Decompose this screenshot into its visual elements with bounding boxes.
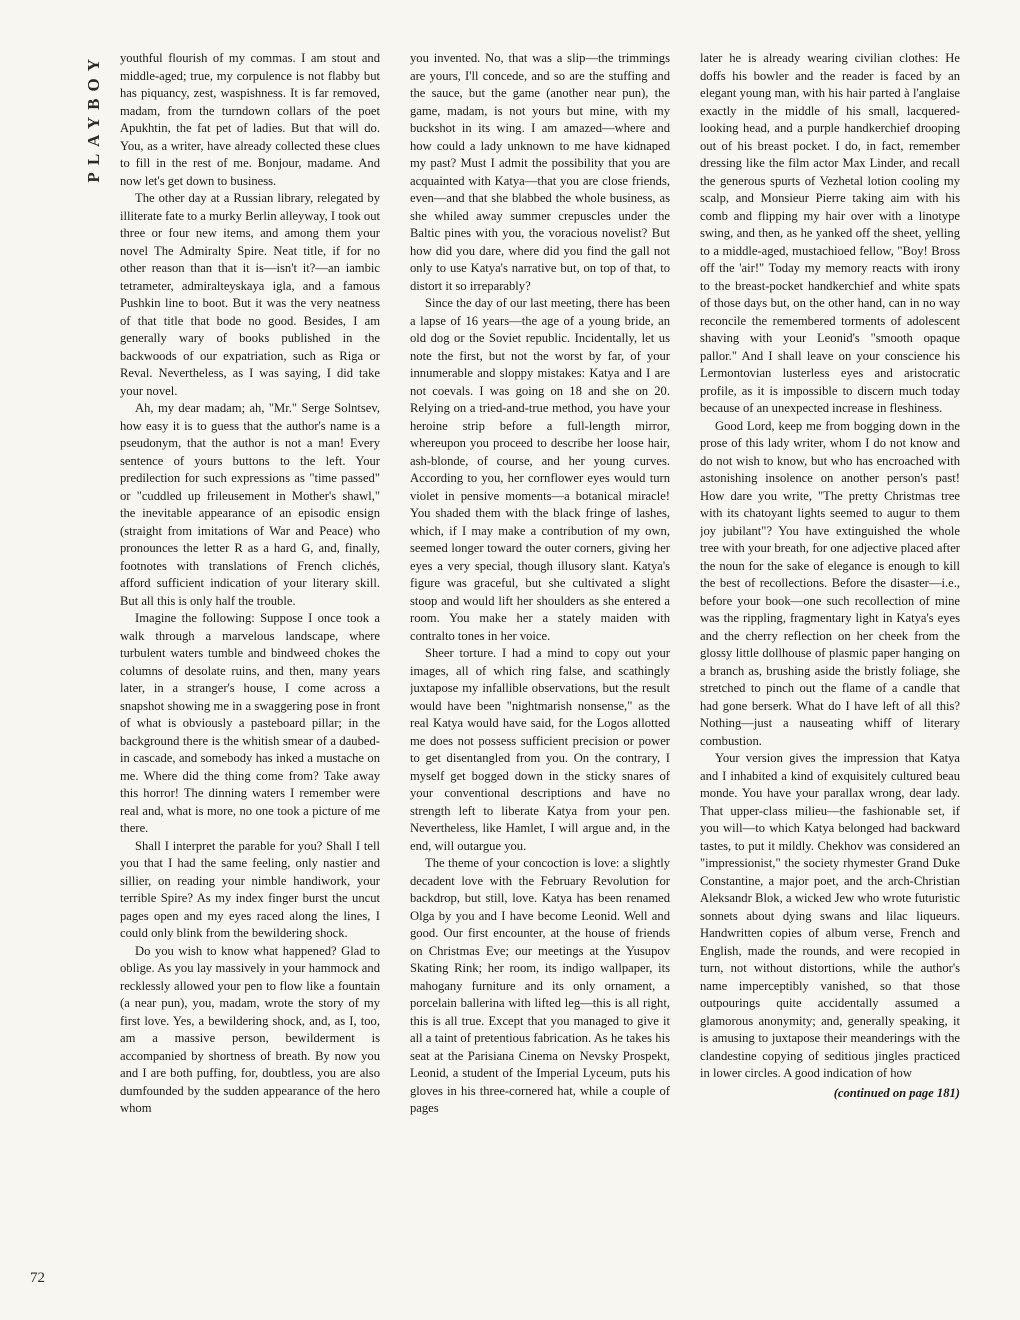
column-3 xyxy=(700,50,960,1290)
column-2 xyxy=(410,50,670,1290)
paragraph: The theme of your concoction is love: a slightly decadent love with the February Revolution for backdrop, but still, love. Katya has been renamed Olga by you and I have become Leonid. Well and good. Our first encounter, at the house of friends on Christmas Eve; our meetings at the Yusupov Skating Rink; her room, its indigo wallpaper, its mahogany furniture and its only ornament, a porcelain ballerina with lifted leg—this is all right, this is all true. Except that you managed to give it all a taint of pretentious fabrication. As he takes his seat at the Parisiana Cinema on Nevsky Prospekt, Leonid, a student of the Imperial Lyceum, puts his gloves in his three-cornered hat, while a couple of pages xyxy=(410,856,670,1115)
paragraph: Ah, my dear madam; ah, "Mr." Serge Solntsev, how easy it is to guess that the author's name is a pseudonym, that the author is not a man! Every sentence of yours buttons to the left. Your predilection for such expressions as "time passed" or "cuddled up frileusement in Mother's shawl," the inevitable appearance of an episodic ensign (straight from imitations of War and Peace) who pronounces the letter R as a hard G, and, finally, footnotes with translations of French clichés, afford sufficient indication of your literary skill. But all this is only half the trouble. xyxy=(120,401,380,608)
paragraph: Do you wish to know what happened? Glad to oblige. As you lay massively in your hammock and recklessly allowed your pen to flow like a fountain (a near pun), you, madam, wrote the story of my first love. Yes, a bewildering shock, and, as I, too, am a massive person, bewilderment is accompanied by shortness of breath. By now you and I are both puffing, for, doubtless, you are also dumfounded by the sudden appearance of the hero whom xyxy=(120,943,380,1115)
paragraph: Since the day of our last meeting, there has been a lapse of 16 years—the age of a young bride, an old dog or the Soviet republic. Incidentally, let us note the first, but not the worst by far, of your innumerable and sloppy mistakes: Katya and I are not coevals. I was going on 18 and she on 20. Relying on a tried-and-true method, you have your heroine strip before a full-length mirror, whereupon you proceed to describe her loose hair, ash-blonde, of course, and her young curves. According to you, her cornflower eyes would turn violet in pensive moments—a botanical miracle! You shaded them with the black fringe of lashes, which, if I may make a contribution of my own, seemed longer toward the outer corners, giving her eyes a very special, though illusory slant. Katya's figure was graceful, but she cultivated a slight stoop and would lift her shoulders as she entered a room. You make her a stately maiden with contralto tones in her voice. xyxy=(410,296,670,643)
paragraph: Good Lord, keep me from bogging down in the prose of this lady writer, whom I do not know and do not wish to know, but who has encroached with astonishing insolence on another person's past! How dare you write, "The pretty Christmas tree with its chatoyant lights seemed to augur to them joy jubilant"? You have extinguished the whole tree with your breath, for one adjective placed after the noun for the sake of elegance is enough to kill the best of recollections. Before the disaster—i.e., before your book—one such recollection of mine was the rippling, fragmentary light in Katya's eyes and the cherry reflection on her cheek from the glossy little dollhouse of plasmic paper hanging on a branch as, brushing aside the bristly foliage, she stretched to pinch out the flame of a candle that had gone berserk. What do I have left of all this? Nothing—just a nauseating whiff of literary combustion. xyxy=(700,418,960,748)
continued-note: (continued on page 181) xyxy=(833,1085,960,1100)
page-number: 72 xyxy=(30,1270,45,1286)
paragraph: Your version gives the impression that Katya and I inhabited a kind of exquisitely cultured beau monde. You have your parallax wrong, dear lady. That upper-class milieu—the fashionable set, if you will—to which Katya belonged had backward tastes, to put it mildly. Chekhov was considered an "impressionist," the society rhymester Grand Duke Constantine, a major poet, and the arch-Christian Aleksandr Blok, a wicked Jew who wrote futuristic sonnets about dying swans and lilac liqueurs. Handwritten copies of album verse, French and English, made the rounds, and were recopied in turn, not without distortions, while the author's name imperceptibly vanished, so that those outpourings quite accidentally assumed a glamorous anonymity; and, generally speaking, it is amusing to juxtapose their meanderings with the clandestine copying of seditious jingles practiced in lower circles. A good indication of how xyxy=(700,751,960,1080)
paragraph: The other day at a Russian library, relegated by illiterate fate to a murky Berlin alleyway, I took out three or four new items, and among them your novel The Admiralty Spire. Neat title, if for no other reason than that it is—isn't it?—an iambic tetrameter, admiralteyskaya igla, and a famous Pushkin line to boot. But it was the very neatness of that title that bode no good. Besides, I am generally wary of books published in the backwoods of our expatriation, such as Riga or Reval. Nevertheless, as I was saying, I did take your novel. xyxy=(120,191,380,398)
column-1 xyxy=(120,50,380,1290)
article-body xyxy=(120,50,960,1290)
paragraph: Imagine the following: Suppose I once took a walk through a marvelous landscape, where turbulent waters tumble and bindweed chokes the columns of desolate ruins, and then, many years later, in a stranger's house, I come across a snapshot showing me in a swaggering pose in front of what is obviously a pasteboard pillar; in the background there is the whitish smear of a daubed-in cascade, and somebody has inked a mustache on me. Where did the thing come from? Take away this horror! The dinning waters I remember were real and, what is more, no one took a picture of me there. xyxy=(120,611,380,835)
paragraph: youthful flourish of my commas. I am stout and middle-aged; true, my corpulence is not flabby but has piquancy, zest, waspishness. It is far removed, madam, from the turndown collars of the poet Apukhtin, the fat pet of ladies. But that will do. You, as a writer, have already collected these clues to fill in the rest of me. Bonjour, madame. And now let's get down to business. xyxy=(120,51,380,188)
playboy-logo: PLAYBOY xyxy=(84,52,103,183)
paragraph: later he is already wearing civilian clothes: He doffs his bowler and the reader is faced by an elegant young man, with his hair parted à l'anglaise exactly in the middle of his small, lacquered-looking head, and a purple handkerchief drooping out of his breast pocket. I do, in fact, remember dressing like the film actor Max Linder, and recall the generous spurts of Vezhetal lotion cooling my scalp, and Monsieur Pierre taking aim with his comb and flipping my hair over with a linotype swing, and then, as he yanked off the sheet, yelling to a middle-aged, mustachioed fellow, "Boy! Bross off the 'air!" Today my memory reacts with irony to the breast-pocket handkerchief and white spats of those days but, on the other hand, can in no way reconcile the remembered torments of adolescent shaving with your Leonid's "smooth opaque pallor." And I shall leave on your conscience his Lermontovian lusterless eyes and aristocratic profile, as it is impossible to discern much today because of an unexpected increase in fleshiness. xyxy=(700,51,960,415)
paragraph: Shall I interpret the parable for you? Shall I tell you that I had the same feeling, only nastier and sillier, on reading your nimble handiwork, your terrible Spire? As my index finger burst the uncut pages open and my eyes raced along the lines, I could only blink from the bewildering shock. xyxy=(120,838,380,940)
masthead xyxy=(82,52,106,183)
paragraph: you invented. No, that was a slip—the trimmings are yours, I'll concede, and so are the stuffing and the sauce, but the game (another near pun), the game, madam, is not yours but mine, with my buckshot in its wing. I am amazed—where and how could a lady unknown to me have kidnaped my past? Must I admit the possibility that you are acquainted with Katya—that you are close friends, even—and that she blabbed the whole business, as she whiled away summer crepuscles under the Baltic pines with you, the voracious novelist? But how did you dare, where did you find the gall not only to use Katya's narrative but, on top of that, to distort it so irreparably? xyxy=(410,51,670,293)
paragraph: Sheer torture. I had a mind to copy out your images, all of which ring false, and scathingly juxtapose my infallible observations, but the result would have been "nightmarish nonsense," as the real Katya would have said, for the Logos allotted me does not possess sufficient precision or power to get disentangled from you. On the contrary, I myself get bogged down in the sticky snares of your conventional descriptions and have no strength left to liberate Katya from your pen. Nevertheless, like Hamlet, I will argue and, in the end, will outargue you. xyxy=(410,646,670,853)
